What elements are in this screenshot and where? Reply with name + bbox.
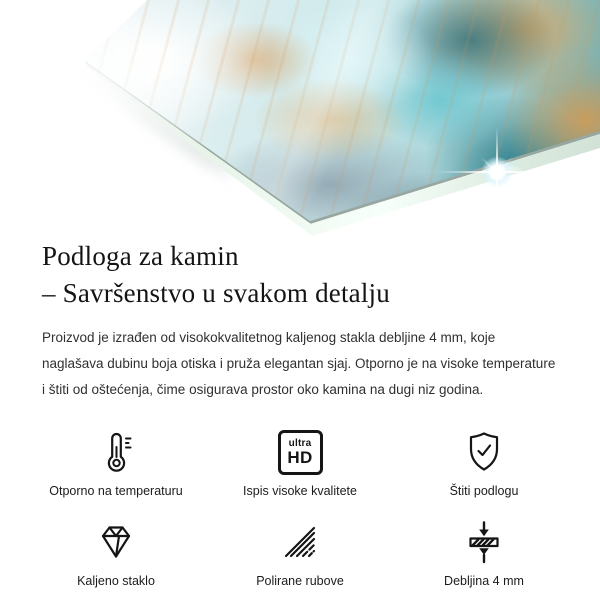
feature-label: Štiti podlogu [449,484,519,498]
page-title-line1: Podloga za kamin [42,241,239,271]
thermometer-icon [96,429,137,475]
thickness-icon [464,519,504,565]
feature-label: Otporno na temperaturu [49,484,183,498]
page-title [42,238,558,312]
feature-thickness [392,519,576,588]
feature-print-quality [208,429,392,498]
feature-protection [392,429,576,498]
diamond-icon [96,519,136,565]
page-title-line2: – Savršenstvo u svakom detalju [42,278,390,308]
feature-grid [24,429,576,588]
hero-product-photo [0,0,600,236]
shield-check-icon [464,429,504,475]
glass-panel-artwork [0,0,600,236]
feature-label: Polirane rubove [256,574,344,588]
feature-label: Ispis visoke kvalitete [243,484,357,498]
ultra-hd-icon: ultra HD [278,429,323,475]
polished-edge-icon [280,519,320,565]
feature-temperature [24,429,208,498]
feature-label: Debljina 4 mm [444,574,524,588]
product-description: Proizvod je izrađen od visokokvalitetnog kaljenog stakla debljine 4 mm, koje naglašava dubinu boja otiska i pruža elegantan sjaj. Otporno je na visoke temperature i štiti od oštećenja, čime osigurava prostor oko kamina na dugi niz godina. [42,330,556,397]
feature-label: Kaljeno staklo [77,574,155,588]
feature-polished-edges [208,519,392,588]
feature-tempered-glass [24,519,208,588]
product-info-section [0,238,600,403]
